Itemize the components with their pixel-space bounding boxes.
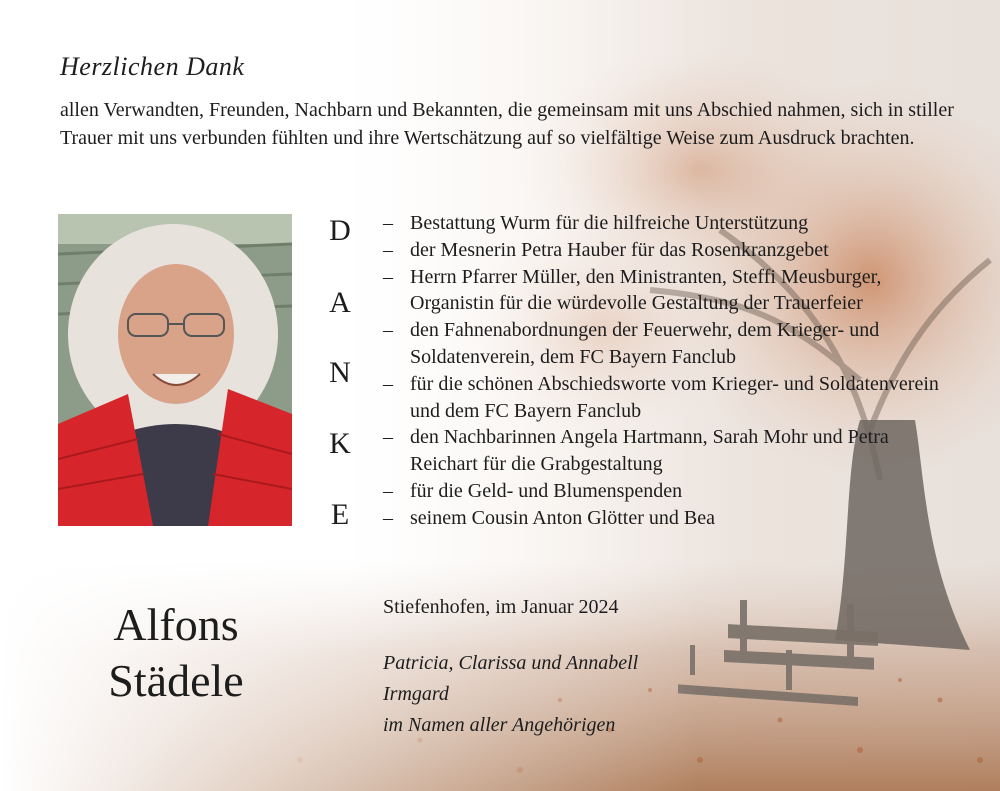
- danke-letter: D: [329, 214, 351, 247]
- dash-bullet: –: [383, 319, 393, 342]
- signature-line: Patricia, Clarissa und Annabell: [383, 652, 639, 674]
- signature-line: Irmgard: [383, 683, 449, 705]
- dash-bullet: –: [383, 426, 393, 449]
- thanks-list: [383, 210, 953, 532]
- danke-letter: N: [329, 356, 351, 389]
- heading: Herzlichen Dank: [60, 52, 245, 81]
- list-item-text: Herrn Pfarrer Müller, den Ministranten, Steffi Meusburger, Organistin für die würdevolle Gestaltung der Trauerfeier: [410, 265, 882, 315]
- list-item: [383, 317, 953, 371]
- list-item: [383, 478, 953, 505]
- list-item: [383, 237, 953, 264]
- list-item-text: seinem Cousin Anton Glötter und Bea: [410, 506, 715, 529]
- danke-letter: E: [330, 498, 350, 531]
- list-item-text: Bestattung Wurm für die hilfreiche Unterstützung: [410, 212, 809, 234]
- danke-letter: K: [329, 427, 351, 460]
- list-item: [383, 210, 953, 237]
- dash-bullet: –: [383, 506, 393, 529]
- list-item: [383, 424, 953, 478]
- dash-bullet: –: [383, 372, 393, 395]
- dash-bullet: –: [383, 479, 393, 502]
- list-item-text: den Fahnenabordnungen der Feuerwehr, dem Krieger- und Soldatenverein, dem FC Bayern Fanclub: [410, 319, 880, 368]
- intro-text: allen Verwandten, Freunden, Nachbarn und Bekannten, die gemeinsam mit uns Abschied nahmen, sich in stiller Trauer mit uns verbunden fühlten und ihre Wertschätzung auf so vielfältige Weise zum Ausdruck brachten.: [60, 99, 954, 149]
- first-name: Alfons: [113, 599, 239, 650]
- list-item-text: für die schönen Abschiedsworte vom Krieger- und Soldatenverein und dem FC Bayern Fanclub: [410, 372, 939, 422]
- danke-letter: A: [329, 286, 351, 319]
- dash-bullet: –: [383, 238, 393, 261]
- list-item: [383, 505, 953, 532]
- list-item-text: den Nachbarinnen Angela Hartmann, Sarah Mohr und Petra Reichart für die Grabgestaltung: [410, 426, 889, 476]
- portrait-photo: [58, 214, 292, 526]
- signatures: [383, 648, 638, 741]
- last-name: Städele: [108, 655, 244, 706]
- signature-line: im Namen aller Angehörigen: [383, 714, 616, 736]
- dash-bullet: –: [383, 212, 393, 234]
- place-date: Stiefenhofen, im Januar 2024: [383, 596, 619, 618]
- deceased-name: [60, 597, 292, 709]
- list-item: [383, 371, 953, 425]
- dash-bullet: –: [383, 265, 393, 288]
- list-item-text: der Mesnerin Petra Hauber für das Rosenkranzgebet: [410, 238, 829, 261]
- list-item-text: für die Geld- und Blumenspenden: [410, 479, 683, 502]
- list-item: [383, 264, 953, 318]
